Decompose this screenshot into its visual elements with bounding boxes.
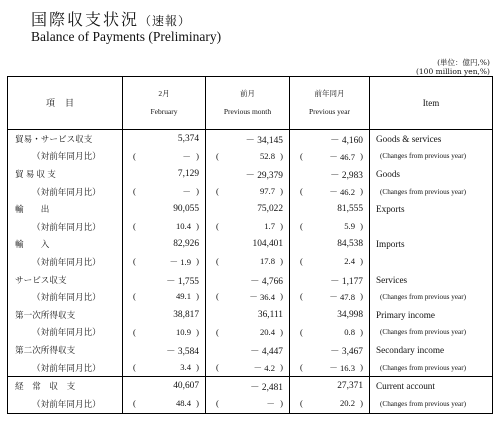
close-paren: ) <box>360 185 363 196</box>
yoy-previous-year-value: 0.8 <box>344 326 355 337</box>
yoy-february <box>123 218 206 236</box>
close-paren: ) <box>280 185 283 196</box>
row-label-jp: 第二次所得収支 <box>8 341 123 359</box>
row-label-jp: 貿易・サービス収支 <box>8 130 123 148</box>
yoy-previous-month <box>206 395 290 413</box>
value-february: 38,817 <box>123 306 206 324</box>
yoy-label-jp: （対前年同月比） <box>8 253 123 271</box>
value-previous-year: 34,998 <box>290 306 370 324</box>
open-paren: ( <box>300 291 303 302</box>
close-paren: ) <box>196 361 199 372</box>
row-label-en: Services <box>370 271 493 289</box>
yoy-february-value: 10.9 <box>175 326 191 337</box>
yoy-label-en: (Changes from previous year) <box>370 288 493 306</box>
yoy-february <box>123 148 206 166</box>
open-paren: ( <box>300 361 303 372</box>
page-title-jp <box>31 7 191 30</box>
yoy-february <box>123 183 206 201</box>
row-label-en: Goods <box>370 165 493 183</box>
row-label-jp: 貿 易 収 支 <box>8 165 123 183</box>
yoy-previous-month <box>206 288 290 306</box>
table-row <box>8 341 493 359</box>
row-label-jp: 経 常 収 支 <box>8 377 123 395</box>
yoy-february-value: － 1.9 <box>169 257 191 268</box>
value-february: 7,129 <box>123 165 206 183</box>
close-paren: ) <box>360 150 363 161</box>
close-paren: ) <box>280 361 283 372</box>
table-row <box>8 271 493 289</box>
table-row-yoy <box>8 395 493 413</box>
open-paren: ( <box>300 397 303 408</box>
table-row <box>8 200 493 218</box>
yoy-previous-year-value: － 46.7 <box>329 151 355 162</box>
close-paren: ) <box>280 220 283 231</box>
yoy-previous-year-value: － 16.3 <box>329 362 355 373</box>
value-previous-year: 84,538 <box>290 236 370 254</box>
balance-of-payments-table <box>7 76 493 414</box>
close-paren: ) <box>280 397 283 408</box>
header-previous-year-jp: 前年同月 <box>314 89 345 98</box>
value-previous-month: － 4,447 <box>206 341 290 359</box>
table-row <box>8 236 493 254</box>
yoy-february <box>123 324 206 342</box>
yoy-previous-month <box>206 324 290 342</box>
table-row-yoy <box>8 359 493 377</box>
open-paren: ( <box>216 397 219 408</box>
yoy-label-en: (Changes from previous year) <box>370 359 493 377</box>
header-item-en: Item <box>370 77 493 130</box>
header-previous-year-en: Previous year <box>308 107 351 116</box>
close-paren: ) <box>280 326 283 337</box>
value-previous-year: － 1,177 <box>290 271 370 289</box>
yoy-label-en <box>370 218 493 236</box>
yoy-february-value: － <box>182 186 191 197</box>
value-february: 5,374 <box>123 130 206 148</box>
close-paren: ) <box>360 256 363 267</box>
yoy-label-jp: （対前年同月比） <box>8 218 123 236</box>
yoy-previous-year-value: － 47.8 <box>329 292 355 303</box>
yoy-previous-month <box>206 253 290 271</box>
yoy-previous-month <box>206 183 290 201</box>
yoy-previous-year <box>290 324 370 342</box>
header-previous-month <box>206 77 290 130</box>
yoy-previous-year <box>290 148 370 166</box>
header-february <box>123 77 206 130</box>
open-paren: ( <box>300 256 303 267</box>
row-label-en: Exports <box>370 200 493 218</box>
open-paren: ( <box>133 256 136 267</box>
yoy-february-value: 49.1 <box>175 291 191 302</box>
yoy-previous-year <box>290 218 370 236</box>
close-paren: ) <box>280 291 283 302</box>
open-paren: ( <box>216 291 219 302</box>
yoy-previous-year <box>290 288 370 306</box>
close-paren: ) <box>360 361 363 372</box>
row-label-en: Primary income <box>370 306 493 324</box>
close-paren: ) <box>280 150 283 161</box>
close-paren: ) <box>360 291 363 302</box>
yoy-label-jp: （対前年同月比） <box>8 359 123 377</box>
open-paren: ( <box>216 326 219 337</box>
close-paren: ) <box>196 150 199 161</box>
yoy-previous-month <box>206 359 290 377</box>
table-row-yoy <box>8 324 493 342</box>
value-previous-month: － 2,481 <box>206 377 290 395</box>
close-paren: ) <box>280 256 283 267</box>
row-label-jp: サービス収支 <box>8 271 123 289</box>
yoy-previous-month-value: 52.8 <box>259 150 275 161</box>
value-previous-month: － 4,766 <box>206 271 290 289</box>
table-row-yoy <box>8 288 493 306</box>
value-previous-month: － 29,379 <box>206 165 290 183</box>
header-previous-month-jp: 前月 <box>240 89 255 98</box>
yoy-label-en: (Changes from previous year) <box>370 324 493 342</box>
close-paren: ) <box>360 220 363 231</box>
close-paren: ) <box>196 256 199 267</box>
value-previous-year: 81,555 <box>290 200 370 218</box>
open-paren: ( <box>133 150 136 161</box>
table-row-yoy <box>8 218 493 236</box>
open-paren: ( <box>133 185 136 196</box>
open-paren: ( <box>300 185 303 196</box>
yoy-label-en <box>370 253 493 271</box>
title-jp-suffix: （速報） <box>139 14 192 28</box>
row-label-en: Current account <box>370 377 493 395</box>
row-label-jp: 輸 入 <box>8 236 123 254</box>
open-paren: ( <box>216 150 219 161</box>
row-label-en: Goods & services <box>370 130 493 148</box>
value-previous-month: 104,401 <box>206 236 290 254</box>
open-paren: ( <box>216 361 219 372</box>
close-paren: ) <box>196 397 199 408</box>
yoy-previous-month-value: － <box>266 398 275 409</box>
open-paren: ( <box>300 326 303 337</box>
yoy-previous-year <box>290 395 370 413</box>
open-paren: ( <box>133 397 136 408</box>
value-february: － 1,755 <box>123 271 206 289</box>
table-row <box>8 306 493 324</box>
yoy-previous-month <box>206 148 290 166</box>
yoy-previous-year-value: － 46.2 <box>329 186 355 197</box>
yoy-previous-month <box>206 218 290 236</box>
yoy-february-value: 48.4 <box>175 397 191 408</box>
row-label-en: Secondary income <box>370 341 493 359</box>
header-february-jp: 2月 <box>158 89 170 98</box>
yoy-previous-month-value: － 4.2 <box>253 362 275 373</box>
open-paren: ( <box>133 361 136 372</box>
yoy-previous-month-value: 97.7 <box>259 185 275 196</box>
open-paren: ( <box>216 185 219 196</box>
value-february: － 3,584 <box>123 341 206 359</box>
header-previous-year <box>290 77 370 130</box>
yoy-previous-month-value: 17.8 <box>259 256 275 267</box>
open-paren: ( <box>300 150 303 161</box>
value-previous-month: － 34,145 <box>206 130 290 148</box>
yoy-label-jp: （対前年同月比） <box>8 288 123 306</box>
value-previous-month: 75,022 <box>206 200 290 218</box>
open-paren: ( <box>133 220 136 231</box>
yoy-previous-year <box>290 183 370 201</box>
table-row <box>8 377 493 395</box>
unit-note-jp: (単位：億円,%) <box>437 58 490 67</box>
yoy-february <box>123 395 206 413</box>
yoy-label-en: (Changes from previous year) <box>370 183 493 201</box>
close-paren: ) <box>196 220 199 231</box>
yoy-label-en: (Changes from previous year) <box>370 395 493 413</box>
yoy-february <box>123 253 206 271</box>
unit-note <box>416 58 490 76</box>
close-paren: ) <box>196 291 199 302</box>
yoy-february-value: 10.4 <box>175 220 191 231</box>
yoy-label-jp: （対前年同月比） <box>8 148 123 166</box>
open-paren: ( <box>216 256 219 267</box>
value-previous-year: － 4,160 <box>290 130 370 148</box>
yoy-previous-year-value: 2.4 <box>344 256 355 267</box>
yoy-february-value: 3.4 <box>180 361 191 372</box>
title-jp-main: 国際収支状況 <box>31 10 140 29</box>
close-paren: ) <box>360 397 363 408</box>
value-february: 40,607 <box>123 377 206 395</box>
close-paren: ) <box>196 185 199 196</box>
yoy-label-jp: （対前年同月比） <box>8 183 123 201</box>
page-title-en: Balance of Payments (Preliminary) <box>31 29 222 44</box>
value-previous-year: － 3,467 <box>290 341 370 359</box>
open-paren: ( <box>300 220 303 231</box>
close-paren: ) <box>196 326 199 337</box>
close-paren: ) <box>360 326 363 337</box>
value-previous-year: － 2,983 <box>290 165 370 183</box>
yoy-february <box>123 359 206 377</box>
yoy-february-value: － <box>182 151 191 162</box>
yoy-label-en: (Changes from previous year) <box>370 148 493 166</box>
yoy-previous-month-value: 1.7 <box>264 220 275 231</box>
value-previous-year: 27,371 <box>290 377 370 395</box>
yoy-previous-month-value: － 36.4 <box>249 292 275 303</box>
yoy-february <box>123 288 206 306</box>
open-paren: ( <box>133 291 136 302</box>
header-row <box>8 77 493 130</box>
yoy-label-jp: （対前年同月比） <box>8 324 123 342</box>
open-paren: ( <box>216 220 219 231</box>
header-item-jp: 項目 <box>8 77 123 130</box>
table-row-yoy <box>8 183 493 201</box>
value-previous-month: 36,111 <box>206 306 290 324</box>
row-label-jp: 第一次所得収支 <box>8 306 123 324</box>
yoy-previous-year <box>290 253 370 271</box>
table-row <box>8 130 493 148</box>
header-february-en: February <box>150 107 178 116</box>
value-february: 82,926 <box>123 236 206 254</box>
open-paren: ( <box>133 326 136 337</box>
unit-note-en: (100 million yen,%) <box>415 67 490 76</box>
table-row-yoy <box>8 253 493 271</box>
row-label-en: Imports <box>370 236 493 254</box>
value-february: 90,055 <box>123 200 206 218</box>
yoy-previous-year-value: 5.9 <box>344 220 355 231</box>
row-label-jp: 輸 出 <box>8 200 123 218</box>
table-row-yoy <box>8 148 493 166</box>
yoy-label-jp: （対前年同月比） <box>8 395 123 413</box>
yoy-previous-year <box>290 359 370 377</box>
table-row <box>8 165 493 183</box>
yoy-previous-month-value: 20.4 <box>259 326 275 337</box>
yoy-previous-year-value: 20.2 <box>339 397 355 408</box>
header-previous-month-en: Previous month <box>223 107 272 116</box>
